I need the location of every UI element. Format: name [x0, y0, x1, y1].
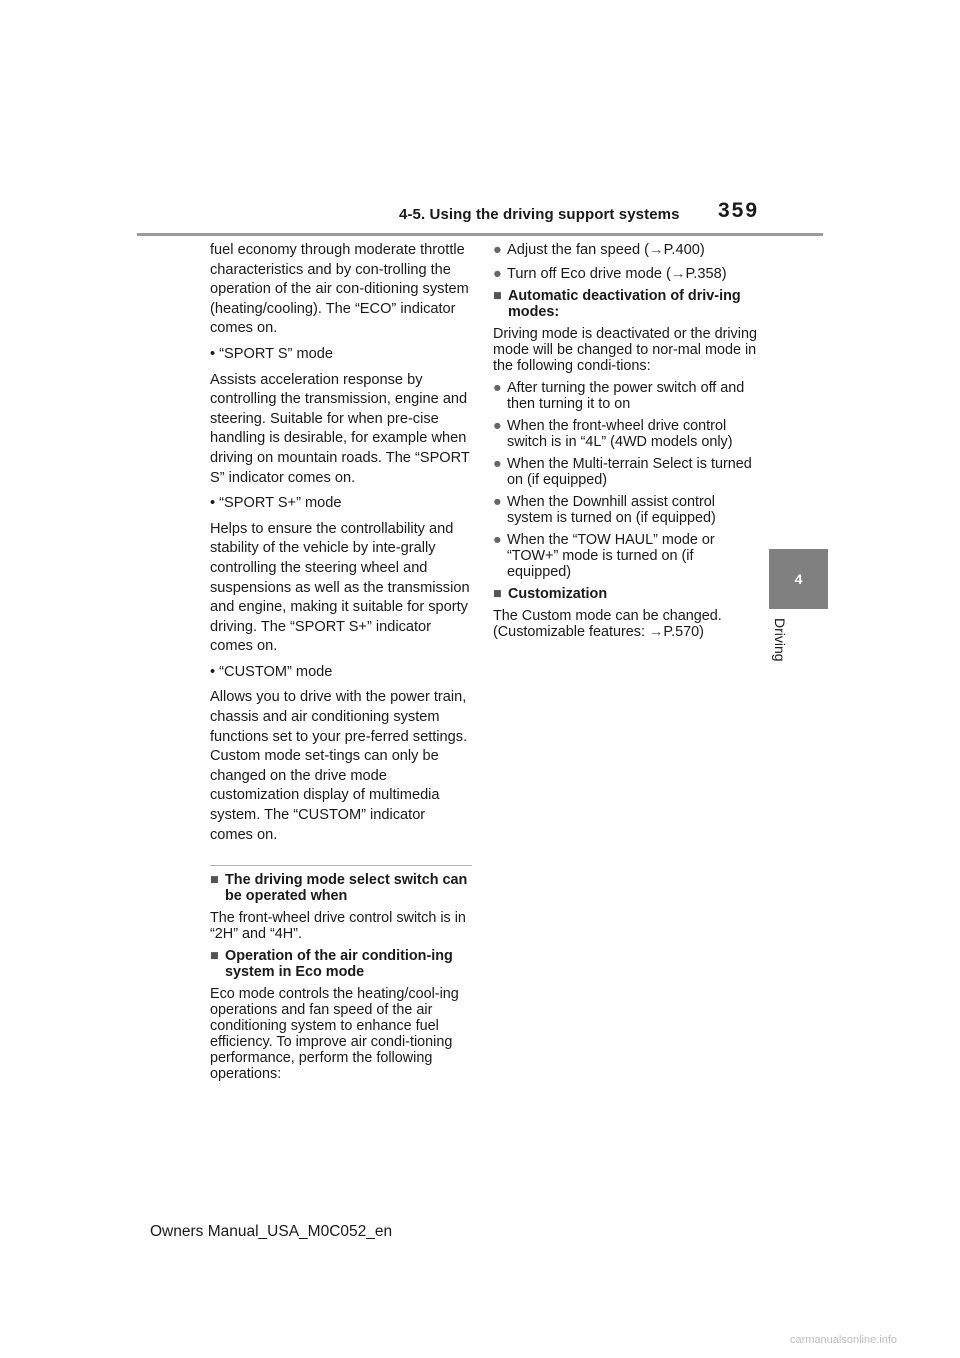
- page-number: 359: [718, 199, 760, 222]
- page-reference-link[interactable]: P.358): [685, 265, 727, 282]
- chapter-label-text: Driving: [772, 618, 788, 662]
- square-bullet-icon: ■: [493, 288, 502, 305]
- dot-bullet-icon: ●: [493, 242, 502, 258]
- header-divider: [137, 233, 823, 236]
- eco-ac-heading: [210, 948, 472, 980]
- item-text: When the front-wheel drive control switch is in “4L” (4WD models only): [507, 418, 733, 451]
- sport-s-description: Assists acceleration response by controlling the transmission, engine and steering. Suitable for when pre-cise handling is desirable, for example when driving on mountain roads. The “SPORT S” indicator comes on.: [210, 371, 470, 486]
- auto-deactivation-text: Driving mode is deactivated or the driving mode will be changed to nor-mal mode in the following condi-tions:: [493, 326, 757, 375]
- arrow-icon: →: [670, 265, 686, 282]
- chapter-number: 4: [794, 571, 803, 587]
- list-item: [493, 265, 758, 285]
- customization-heading: [493, 586, 758, 602]
- page-reference-link[interactable]: P.570): [663, 624, 704, 641]
- square-bullet-icon: ■: [493, 586, 502, 603]
- chapter-tab[interactable]: [769, 549, 828, 609]
- dot-bullet-icon: ●: [493, 456, 502, 473]
- eco-mode-description: fuel economy through moderate throttle characteristics and by con-trolling the operation of the air con-ditioning system (heating/cooling). The “ECO” indicator comes on.: [210, 242, 469, 337]
- arrow-icon: →: [648, 242, 664, 258]
- square-bullet-icon: ■: [210, 872, 219, 889]
- section-divider: [210, 865, 472, 866]
- item-text: Turn off Eco drive mode (: [507, 265, 671, 282]
- item-text: After turning the power switch off and then turning it to on: [507, 380, 745, 413]
- list-item: [493, 532, 758, 580]
- arrow-icon: →: [648, 624, 664, 641]
- custom-description: Allows you to drive with the power train, chassis and air conditioning system functions set to your pre-ferred settings. Custom mode set-tings can only be changed on the drive mode customization display of multimedia system. The “CUSTOM” indicator comes on.: [210, 689, 468, 843]
- list-item: [493, 494, 758, 526]
- heading-text: Customization: [508, 586, 608, 603]
- chapter-label: [774, 618, 814, 678]
- item-text: When the “TOW HAUL” mode or “TOW+” mode is turned on (if equipped): [507, 532, 715, 581]
- sport-s-plus-description: Helps to ensure the controllability and stability of the vehicle by inte-grally controlling the steering wheel and suspensions as well as the transmission and engine, making it suitable for sporty driving. The “SPORT S+” indicator comes on.: [210, 520, 470, 655]
- right-column: [493, 241, 758, 646]
- dot-bullet-icon: ●: [493, 418, 502, 435]
- dot-bullet-icon: ●: [493, 265, 502, 282]
- custom-line-2: (Customizable features:: [493, 624, 649, 641]
- sport-s-plus-heading: • “SPORT S+” mode: [210, 495, 342, 512]
- custom-line-1: The Custom mode can be changed.: [493, 608, 722, 625]
- dot-bullet-icon: ●: [493, 380, 502, 397]
- square-bullet-icon: ■: [210, 948, 219, 965]
- page-reference-link[interactable]: P.400): [663, 242, 705, 258]
- dot-bullet-icon: ●: [493, 494, 502, 511]
- sport-s-heading: • “SPORT S” mode: [210, 345, 333, 362]
- item-text: When the Downhill assist control system is turned on (if equipped): [507, 494, 716, 527]
- left-column: [210, 241, 472, 1088]
- item-text: When the Multi-terrain Select is turned on (if equipped): [507, 456, 752, 489]
- customization-text: [493, 608, 758, 640]
- list-item: [493, 418, 758, 450]
- heading-text: Automatic deactivation of driv-ing modes:: [508, 288, 741, 321]
- item-text: Adjust the fan speed (: [507, 242, 649, 258]
- heading-text: The driving mode select switch can be operated when: [225, 872, 468, 905]
- section-title: 4-5. Using the driving support systems: [399, 206, 680, 223]
- switch-operation-heading: [210, 872, 472, 904]
- list-item: [493, 456, 758, 488]
- heading-text: Operation of the air condition-ing system in Eco mode: [225, 948, 453, 981]
- list-item: [493, 380, 758, 412]
- auto-deactivation-heading: [493, 288, 758, 320]
- watermark: carmanualsonline.info: [790, 1334, 898, 1346]
- footer-doc-id: Owners Manual_USA_M0C052_en: [150, 1223, 393, 1240]
- custom-heading: • “CUSTOM” mode: [210, 663, 333, 680]
- dot-bullet-icon: ●: [493, 532, 502, 549]
- eco-ac-text: Eco mode controls the heating/cool-ing operations and fan speed of the air conditioning system to enhance fuel efficiency. To improve air condi-tioning performance, perform the following operations:: [210, 986, 459, 1083]
- list-item: [493, 241, 758, 261]
- switch-operation-text: The front-wheel drive control switch is in “2H” and “4H”.: [210, 910, 466, 943]
